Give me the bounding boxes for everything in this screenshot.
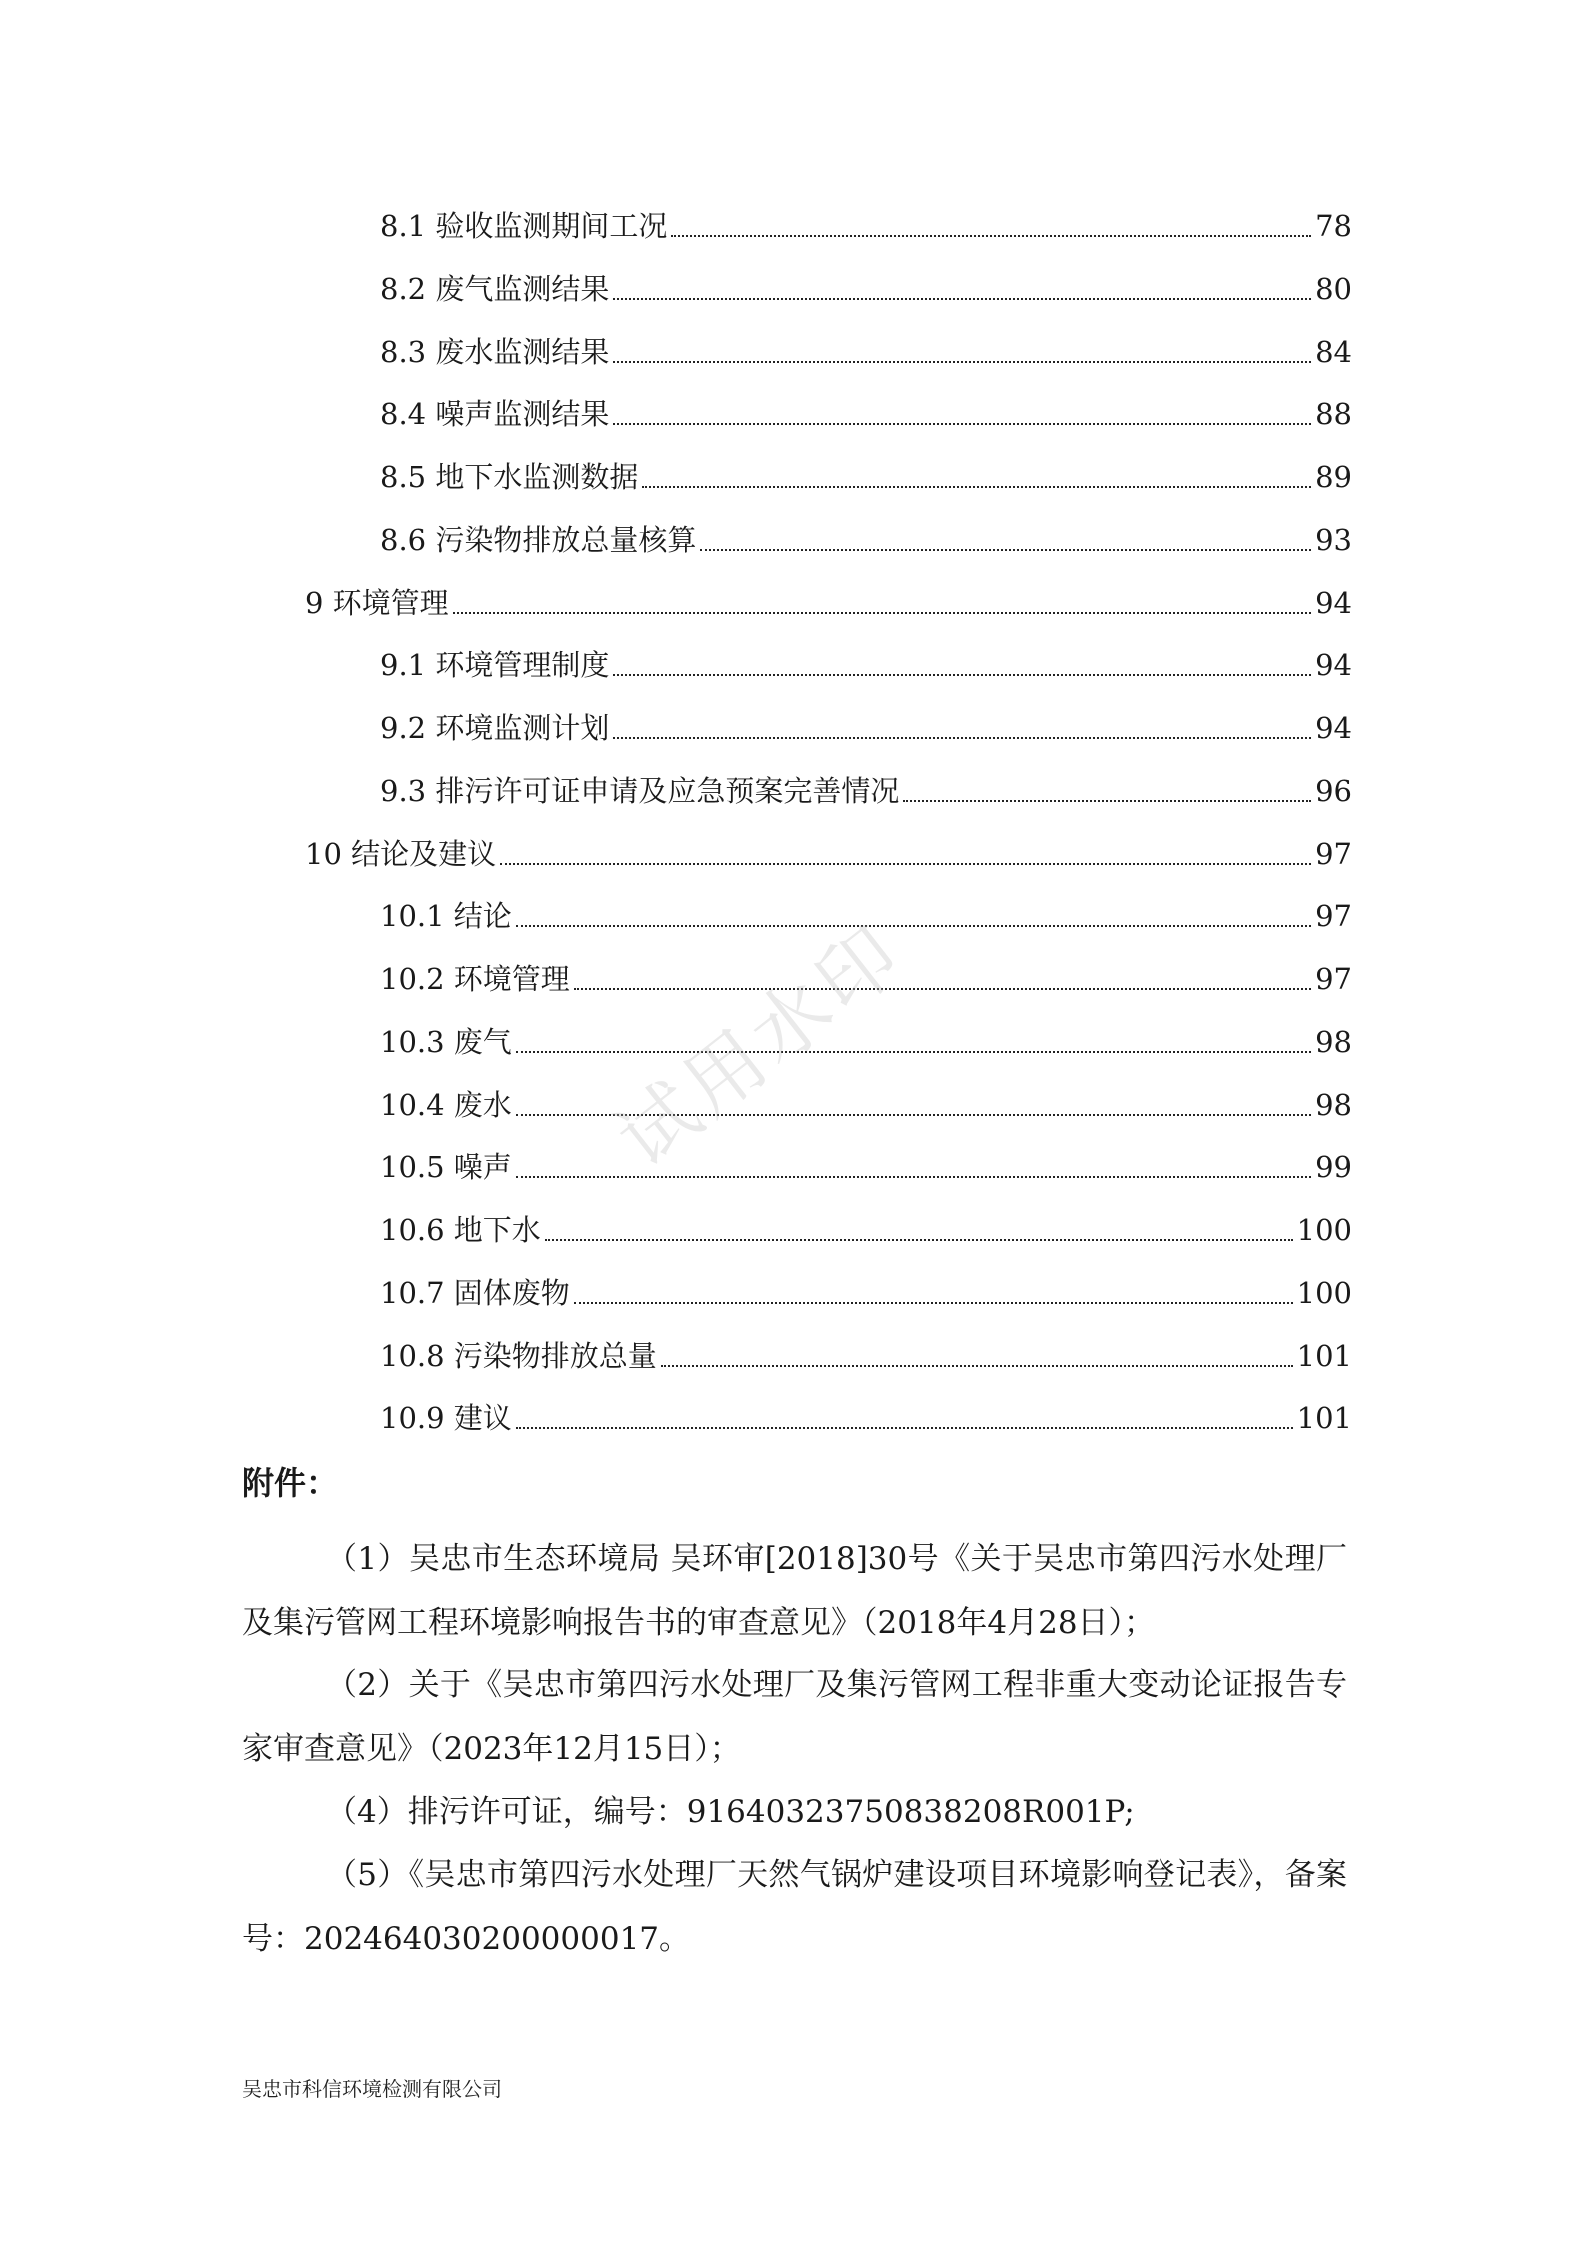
attachment-item: （1）吴忠市生态环境局 吴环审[2018]30号《关于吴忠市第四污水处理厂及集污管网工程环境影响报告书的审查意见》（2018年4月28日）；: [242, 1541, 1347, 1641]
toc-entry[interactable]: [380, 642, 1352, 688]
toc-entry-label: 10.4 废水: [380, 1088, 512, 1122]
toc-entry-page: 98: [1315, 1088, 1352, 1122]
toc-entry-label: 10.7 固体废物: [380, 1276, 570, 1310]
toc-entry-page: 97: [1315, 962, 1352, 996]
toc-entry[interactable]: [380, 1207, 1352, 1253]
toc-entry-label: 9.1 环境管理制度: [380, 648, 610, 682]
toc-entry-label: 9 环境管理: [305, 586, 449, 620]
toc-entry-page: 96: [1315, 774, 1352, 808]
toc-entry-page: 89: [1315, 460, 1352, 494]
toc-leader-dots: [545, 1239, 1293, 1241]
toc-leader-dots: [700, 549, 1311, 551]
toc-entry-label: 10 结论及建议: [305, 837, 497, 871]
toc-entry[interactable]: [380, 454, 1352, 500]
toc-entry-label: 8.3 废水监测结果: [380, 335, 610, 369]
toc-entry[interactable]: [380, 517, 1352, 563]
toc-leader-dots: [642, 486, 1311, 488]
attachment-item: （2）关于《吴忠市第四污水处理厂及集污管网工程非重大变动论证报告专家审查意见》（2023年12月15日）；: [242, 1667, 1347, 1767]
toc-entry-label: 8.2 废气监测结果: [380, 272, 610, 306]
toc-entry-label: 10.6 地下水: [380, 1213, 541, 1247]
toc-entry[interactable]: [380, 1082, 1352, 1128]
toc-entry-page: 80: [1315, 272, 1352, 306]
toc-entry-page: 97: [1315, 837, 1352, 871]
attachment-item: （4）排污许可证，编号：91640323750838208R001P;: [326, 1794, 1135, 1830]
toc-entry-label: 8.1 验收监测期间工况: [380, 209, 668, 243]
attachments-heading: 附件：: [242, 1464, 339, 1502]
toc-leader-dots: [671, 235, 1311, 237]
toc-entry[interactable]: [380, 1144, 1352, 1190]
toc-entry-page: 88: [1315, 397, 1352, 431]
toc-entry-page: 93: [1315, 523, 1352, 557]
toc-entry[interactable]: [380, 705, 1352, 751]
toc-entry-label: 10.3 废气: [380, 1025, 512, 1059]
toc-entry-page: 101: [1296, 1401, 1352, 1435]
toc-entry-label: 10.9 建议: [380, 1401, 512, 1435]
toc-leader-dots: [903, 800, 1311, 802]
toc-leader-dots: [516, 1427, 1293, 1429]
toc-entry-page: 98: [1315, 1025, 1352, 1059]
toc-entry-page: 78: [1315, 209, 1352, 243]
toc-entry-page: 84: [1315, 335, 1352, 369]
toc-entry[interactable]: [380, 391, 1352, 437]
toc-entry-label: 8.4 噪声监测结果: [380, 397, 610, 431]
toc-leader-dots: [574, 1302, 1293, 1304]
toc-leader-dots: [516, 1051, 1311, 1053]
watermark: 试用水印: [601, 907, 922, 1186]
toc-entry-label: 8.5 地下水监测数据: [380, 460, 639, 494]
toc-entry[interactable]: [380, 203, 1352, 249]
toc-entry-label: 10.1 结论: [380, 899, 512, 933]
toc-entry-page: 101: [1296, 1339, 1352, 1373]
toc-leader-dots: [516, 925, 1311, 927]
toc-entry-page: 100: [1296, 1213, 1352, 1247]
toc-entry-label: 8.6 污染物排放总量核算: [380, 523, 697, 557]
toc-leader-dots: [661, 1365, 1293, 1367]
toc-entry-label: 9.2 环境监测计划: [380, 711, 610, 745]
toc-entry[interactable]: [380, 329, 1352, 375]
toc-entry[interactable]: [380, 1395, 1352, 1441]
toc-entry[interactable]: [380, 768, 1352, 814]
footer-company: 吴忠市科信环境检测有限公司: [242, 2077, 502, 2101]
toc-entry-page: 99: [1315, 1150, 1352, 1184]
toc-entry-page: 94: [1315, 586, 1352, 620]
toc-leader-dots: [613, 674, 1311, 676]
toc-leader-dots: [500, 863, 1311, 865]
toc-entry[interactable]: [305, 831, 1352, 877]
toc-entry-page: 97: [1315, 899, 1352, 933]
toc-entry[interactable]: [380, 266, 1352, 312]
toc-entry-page: 100: [1296, 1276, 1352, 1310]
toc-entry-label: 10.8 污染物排放总量: [380, 1339, 657, 1373]
toc-entry-label: 10.2 环境管理: [380, 962, 570, 996]
toc-entry[interactable]: [380, 1270, 1352, 1316]
toc-entry-label: 9.3 排污许可证申请及应急预案完善情况: [380, 774, 900, 808]
toc-leader-dots: [613, 423, 1311, 425]
toc-entry[interactable]: [305, 580, 1352, 626]
toc-entry-label: 10.5 噪声: [380, 1150, 512, 1184]
attachment-item: （5）《吴忠市第四污水处理厂天然气锅炉建设项目环境影响登记表》，备案号：202464030200000017。: [242, 1857, 1347, 1957]
toc-leader-dots: [516, 1176, 1311, 1178]
toc-entry-page: 94: [1315, 648, 1352, 682]
toc-leader-dots: [613, 298, 1311, 300]
toc-entry-page: 94: [1315, 711, 1352, 745]
toc-leader-dots: [613, 361, 1311, 363]
toc-leader-dots: [453, 612, 1311, 614]
toc-entry[interactable]: [380, 1333, 1352, 1379]
toc-leader-dots: [613, 737, 1311, 739]
toc-leader-dots: [574, 988, 1311, 990]
